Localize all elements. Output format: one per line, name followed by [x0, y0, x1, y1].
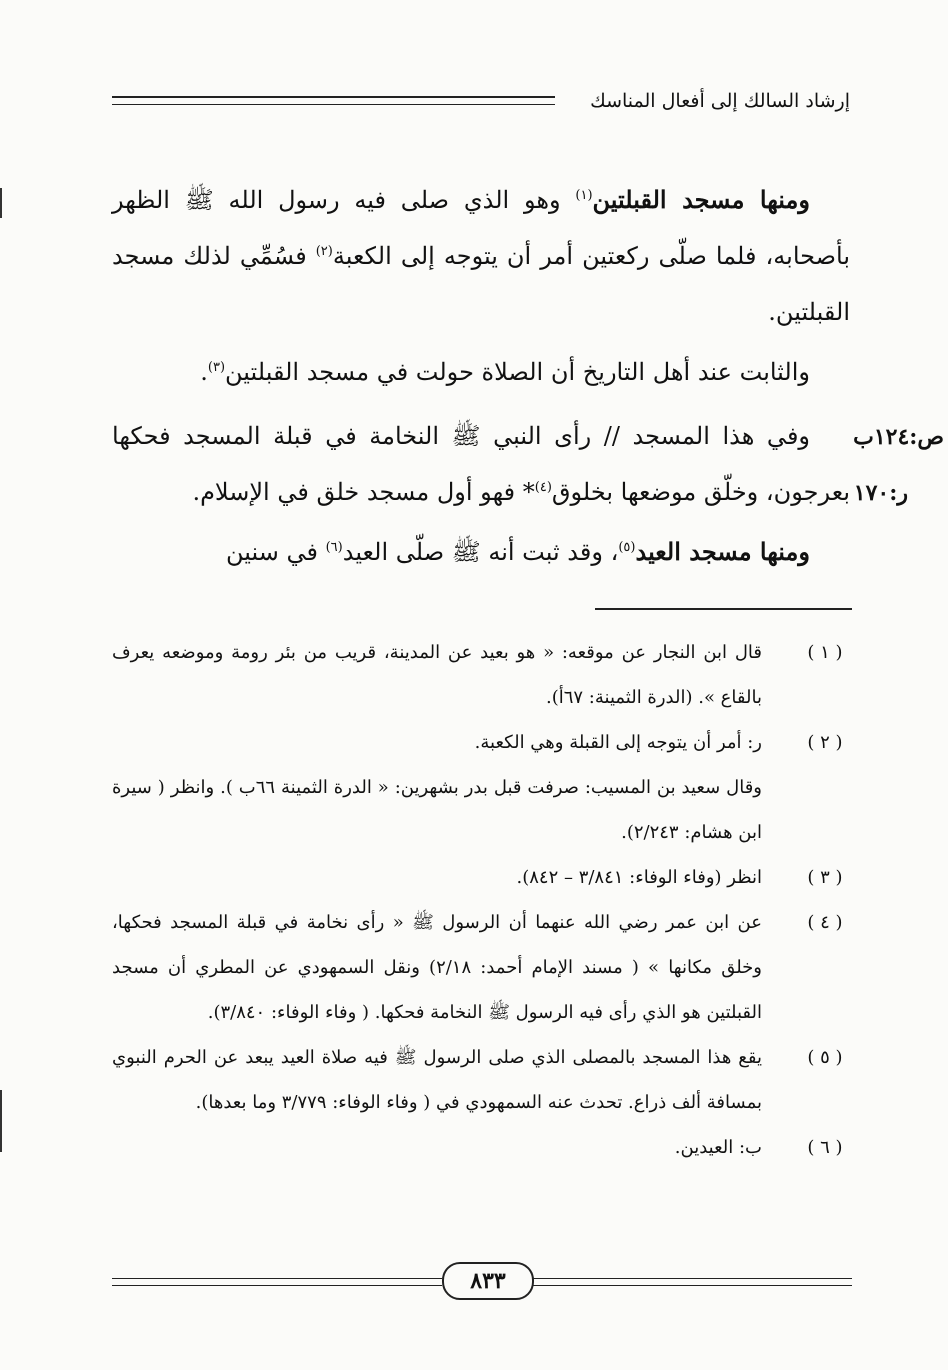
footnote-text: قال ابن النجار عن موقعه: « هو بعيد عن المدينة، قريب من بئر رومة وموضعه يعرف بالقاع ». (الدرة الثمينة: ٦٧أ). [112, 642, 762, 708]
footnote-number: ( ٦ ) [807, 1137, 843, 1158]
paragraph-text: في سنين [225, 538, 326, 566]
header-rule [112, 96, 555, 105]
footnote-text: ر: أمر أن يتوجه إلى القبلة وهي الكعبة. [474, 732, 762, 753]
footnote-ref: (١) [575, 188, 593, 203]
footnote [112, 630, 850, 720]
footnote [112, 1125, 850, 1170]
scan-edge-mark [0, 1090, 2, 1152]
paragraph-text: . [200, 358, 208, 386]
footnote [112, 1035, 850, 1125]
scan-edge-mark [0, 188, 2, 218]
footnote-text: ب: العيدين. [674, 1137, 762, 1158]
page-number: ٨٣٣ [442, 1262, 534, 1300]
footnote-ref: (٥) [618, 540, 636, 555]
footnotes [112, 630, 850, 1170]
footnote-number: ( ٥ ) [807, 1047, 843, 1068]
paragraph [112, 524, 850, 580]
paragraph [112, 408, 850, 520]
paragraph-text: والثابت عند أهل التاريخ أن الصلاة حولت في مسجد القبلتين [225, 358, 810, 386]
paragraph-text: * فهو أول مسجد خلق في الإسلام. [192, 478, 535, 506]
footnote-separator [595, 608, 852, 610]
footnote-text: يقع هذا المسجد بالمصلى الذي صلى الرسول ﷺ فيه صلاة العيد يبعد عن الحرم النبوي بمسافة ألف ذراع. تحدث عنه السمهودي في ( وفاء الوفاء: ٣/٧٧٩ وما بعدها). [112, 1047, 762, 1113]
bold-lead: ومنها مسجد العيد [635, 537, 810, 566]
footnote-ref: (٣) [207, 360, 226, 375]
footnote-text: عن ابن عمر رضي الله عنهما أن الرسول ﷺ « رأى نخامة في قبلة المسجد فحكها، وخلق مكانها » ( مسند الإمام أحمد: ٢/١٨) ونقل السمهودي عن المطري أن مسجد القبلتين هو الذي رأى فيه الرسول ﷺ النخامة فحكها. ( وفاء الوفاء: ٣/٨٤٠). [112, 912, 762, 1023]
paragraph-text: وهو الذي صلى فيه رسول الله ﷺ الظهر بأصحابه، فلما صلّى ركعتين أمر أن يتوجه إلى الكعبة [112, 186, 850, 270]
paragraph-text: ، وقد ثبت أنه ﷺ صلّى العيد [342, 538, 619, 566]
footnote-ref: (٤) [534, 480, 552, 495]
footnote [112, 900, 850, 1035]
footnote-number: ( ٢ ) [807, 732, 843, 753]
footnote [112, 720, 850, 765]
page-footer [112, 1262, 852, 1306]
running-header [112, 86, 850, 116]
footer-rule [112, 1278, 442, 1286]
paragraph [112, 344, 850, 400]
footnote-ref: (٢) [315, 244, 333, 259]
footnote-continuation: وقال سعيد بن المسيب: صرفت قبل بدر بشهرين: « الدرة الثمينة ٦٦ب ). وانظر ( سيرة ابن هشام: ٢/٢٤٣). [112, 777, 762, 843]
footer-rule [530, 1278, 852, 1286]
paragraph-text: وفي هذا المسجد // رأى النبي ﷺ النخامة في قبلة المسجد فحكها بعرجون، وخلّق موضعها بخلوق [112, 422, 850, 506]
bold-lead: ومنها مسجد القبلتين [592, 185, 810, 214]
paragraph-text: فسُمِّي لذلك مسجد القبلتين. [112, 242, 850, 326]
main-text [112, 172, 850, 580]
paragraph [112, 172, 850, 340]
footnote-ref: (٦) [325, 540, 343, 555]
header-title: إرشاد السالك إلى أفعال المناسك [590, 90, 850, 112]
footnote-number: ( ١ ) [807, 642, 843, 663]
footnote-number: ( ٤ ) [807, 912, 843, 933]
footnote [112, 855, 850, 900]
footnote-text: انظر (وفاء الوفاء: ٣/٨٤١ – ٨٤٢). [516, 867, 762, 888]
margin-note: ص:١٢٤ب [853, 424, 944, 450]
footnote-number: ( ٣ ) [807, 867, 843, 888]
margin-note: ر:١٧٠ [853, 480, 908, 506]
